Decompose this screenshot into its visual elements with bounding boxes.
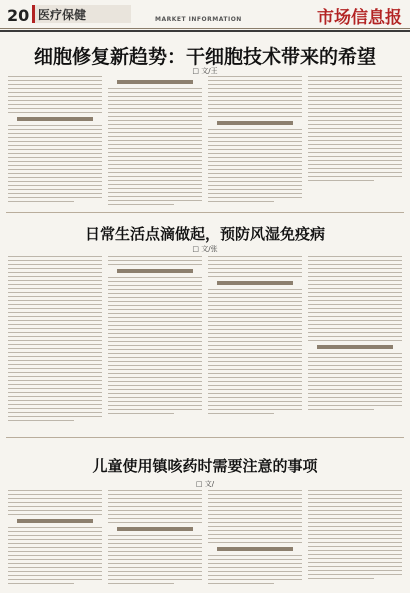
section-divider (6, 212, 404, 213)
article-3-column-2 (108, 490, 202, 587)
page-number: 20 (7, 6, 30, 25)
article-3-column-4 (308, 490, 402, 582)
byline-2: □ 文/张 (192, 245, 218, 253)
headline-3: 儿童使用镇咳药时需要注意的事项 (92, 457, 318, 475)
byline-3: □ 文/ (195, 480, 215, 488)
section-title: 医疗保健 (38, 8, 87, 22)
header-rule (0, 28, 410, 29)
article-2-column-2 (108, 256, 202, 417)
article-1-column-3 (208, 76, 302, 205)
article-1-column-4 (308, 76, 402, 184)
headline-2: 日常生活点滴做起，预防风湿免疫病 (84, 225, 325, 243)
article-1-column-2 (108, 76, 202, 208)
article-1-column-1 (8, 76, 102, 205)
section-divider (6, 437, 404, 438)
article-2-column-3 (208, 256, 302, 417)
article-3-column-3 (208, 490, 302, 587)
article-2-column-4 (308, 256, 402, 413)
market-label: MARKET INFORMATION (155, 16, 242, 23)
byline-1: □ 文/王 (192, 67, 218, 75)
masthead: 市场信息报 (317, 8, 402, 28)
header-rule-bold (0, 30, 410, 32)
article-3-column-1 (8, 490, 102, 587)
headline-1: 细胞修复新趋势：干细胞技术带来的希望 (33, 46, 376, 68)
article-2-column-1 (8, 256, 102, 424)
